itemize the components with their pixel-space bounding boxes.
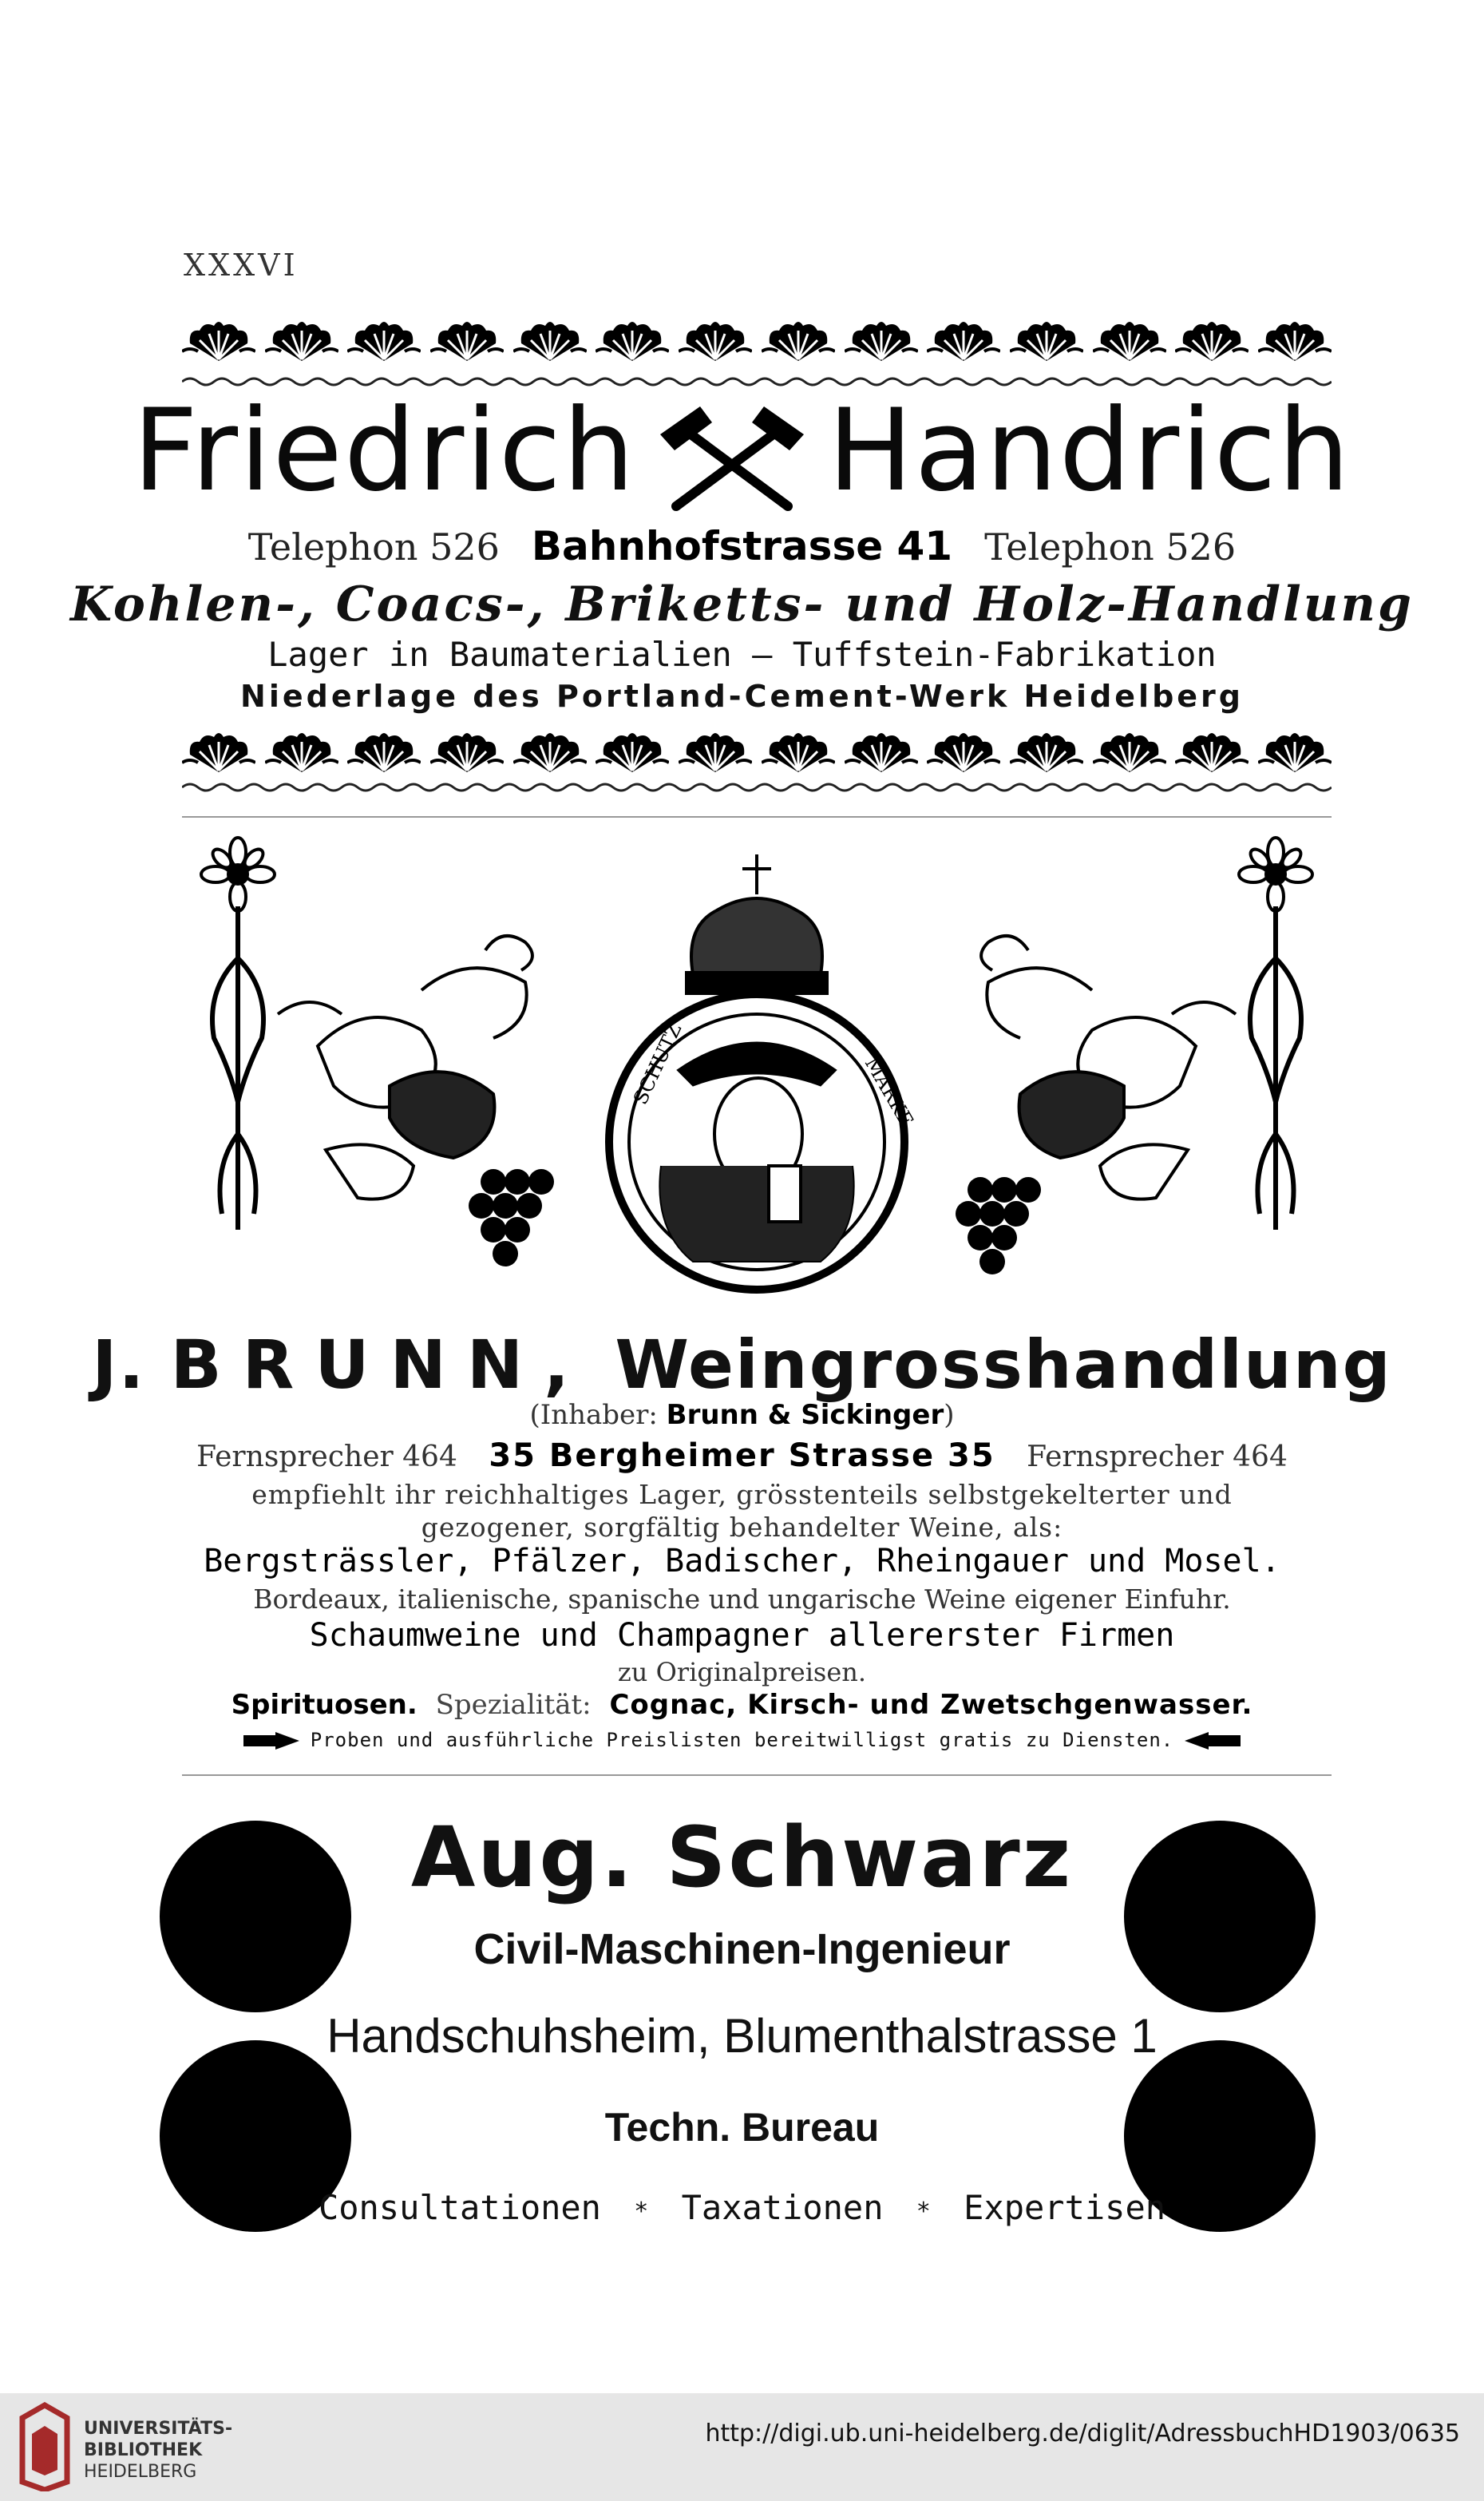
- owner-open: (Inhaber:: [529, 1399, 658, 1431]
- fan-ornament-icon: [1175, 731, 1249, 779]
- schwarz-address: Handschuhsheim, Blumenthalstrasse 1: [326, 2009, 1158, 2063]
- service-separator: *: [634, 2198, 649, 2226]
- brunn-prices: zu Originalpreisen.: [617, 1657, 867, 1687]
- handrich-tel-right: Telephon 526: [984, 525, 1237, 569]
- schwarz-bureau: Techn. Bureau: [604, 2105, 880, 2150]
- flower-right: [1239, 838, 1312, 911]
- brunn-owner-line: [0, 1399, 1484, 1431]
- logo-line-1: UNIVERSITÄTS-: [84, 2419, 233, 2439]
- ornament-row-bottom: [182, 727, 1332, 783]
- brunn-contact-line: [0, 1437, 1484, 1474]
- fan-ornament-icon: [1258, 319, 1332, 367]
- ornament-row-top: [182, 315, 1332, 371]
- fan-ornament-icon: [1258, 731, 1332, 779]
- brunn-address: 35 Bergheimer Strasse 35: [489, 1437, 995, 1474]
- handrich-niederlage: Niederlage des Portland-Cement-Werk Heidelberg: [240, 679, 1244, 714]
- fan-ornament-icon: [347, 319, 421, 367]
- fan-ornament-icon: [762, 319, 835, 367]
- crown-icon: [687, 854, 827, 993]
- schwarz-title: Civil-Maschinen-Ingenieur: [473, 1925, 1011, 1973]
- library-logo-icon: [16, 2402, 73, 2491]
- fan-ornament-icon: [182, 731, 255, 779]
- flower-stalk-right: [1250, 906, 1301, 1230]
- vine-leaves-right: [981, 936, 1236, 1199]
- fan-ornament-icon: [265, 731, 338, 779]
- fan-ornament-icon: [347, 731, 421, 779]
- fan-ornament-icon: [430, 319, 504, 367]
- fan-ornament-icon: [927, 319, 1000, 367]
- wavy-rule-bottom: [182, 781, 1332, 794]
- medallion: [609, 994, 904, 1290]
- brunn-name-prefix: J.: [92, 1326, 146, 1404]
- service-separator: *: [916, 2198, 931, 2226]
- handrich-trade: Kohlen-, Coacs-, Briketts- und Holz-Handlung: [70, 577, 1414, 632]
- handrich-lager: Lager in Baumaterialien — Tuffstein-Fabrikation: [267, 635, 1217, 674]
- service-expertisen: Expertisen: [964, 2188, 1166, 2227]
- pointing-hand-left-icon: [1185, 1732, 1241, 1750]
- brunn-title: [0, 1326, 1484, 1404]
- logo-line-3: HEIDELBERG: [84, 2462, 197, 2482]
- fan-ornament-icon: [679, 731, 752, 779]
- vine-leaves-left: [278, 936, 532, 1199]
- brunn-name: BRUNN,: [170, 1326, 591, 1404]
- fan-ornament-icon: [845, 731, 918, 779]
- fan-ornament-icon: [430, 731, 504, 779]
- fan-ornament-icon: [845, 319, 918, 367]
- specialty-text: Cognac, Kirsch- und Zwetschgenwasser.: [609, 1689, 1253, 1721]
- library-logo-text: [84, 2418, 232, 2483]
- fan-ornament-icon: [1093, 319, 1166, 367]
- fan-ornament-icon: [1093, 731, 1166, 779]
- fan-ornament-icon: [182, 319, 255, 367]
- schwarz-name: Aug. Schwarz: [410, 1809, 1074, 1906]
- fan-ornament-icon: [265, 319, 338, 367]
- stamp-right-text: MARKE.: [860, 1053, 921, 1136]
- fan-ornament-icon: [596, 731, 669, 779]
- brunn-line-2: gezogener, sorgfältig behandelter Weine, als:: [421, 1512, 1063, 1543]
- flower-stalk-left: [212, 906, 263, 1230]
- fan-ornament-icon: [1010, 319, 1083, 367]
- fan-ornament-icon: [513, 731, 587, 779]
- fan-ornament-icon: [679, 319, 752, 367]
- brunn-phone-left: Fernsprecher 464: [196, 1441, 457, 1473]
- handrich-last-name: Handrich: [827, 385, 1351, 517]
- section-divider-2: [182, 1774, 1332, 1776]
- logo-line-2: BIBLIOTHEK: [84, 2440, 203, 2460]
- brunn-line-1: empfiehlt ihr reichhaltiges Lager, grösstenteils selbstgekelterter und: [251, 1479, 1233, 1510]
- brunn-sparkling: Schaumweine und Champagner allererster Firmen: [309, 1617, 1175, 1654]
- grape-cluster-right: [956, 1177, 1041, 1274]
- brunn-foreign: Bordeaux, italienische, spanische und ungarische Weine eigener Einfuhr.: [253, 1583, 1231, 1615]
- fan-ornament-icon: [513, 319, 587, 367]
- brunn-hint-line: [0, 1729, 1484, 1751]
- owner-names: Brunn & Sickinger: [666, 1399, 944, 1431]
- fan-ornament-icon: [1175, 319, 1249, 367]
- service-taxationen: Taxationen: [681, 2188, 884, 2227]
- owner-close: ): [944, 1399, 955, 1431]
- handrich-tel-left: Telephon 526: [247, 525, 500, 569]
- handrich-address: Bahnhofstrasse 41: [531, 523, 953, 569]
- fan-ornament-icon: [596, 319, 669, 367]
- service-consultationen: Consultationen: [318, 2188, 601, 2227]
- spirits-label: Spirituosen.: [231, 1689, 417, 1721]
- flower-left: [201, 838, 275, 911]
- brunn-phone-right: Fernsprecher 464: [1027, 1441, 1288, 1473]
- brunn-spirits-line: [0, 1689, 1484, 1721]
- handrich-heading: [0, 385, 1484, 517]
- brunn-hint: Proben und ausführliche Preislisten bereitwilligst gratis zu Diensten.: [310, 1729, 1174, 1751]
- handrich-first-name: Friedrich: [133, 385, 636, 517]
- stamp-left-text: SCHUTZ: [629, 1020, 687, 1108]
- specialty-label: Spezialität:: [435, 1689, 592, 1721]
- section-divider: [182, 816, 1332, 818]
- source-url-link[interactable]: http://digi.ub.uni-heidelberg.de/diglit/AdressbuchHD1903/0635: [705, 2420, 1460, 2447]
- schwarz-services: [0, 2188, 1484, 2227]
- crossed-hammers-icon: [652, 402, 812, 514]
- brunn-illustration: [182, 830, 1332, 1310]
- brunn-business: Weingrosshandlung: [615, 1326, 1392, 1404]
- fan-ornament-icon: [762, 731, 835, 779]
- fan-ornament-icon: [1010, 731, 1083, 779]
- page-number: XXXVI: [184, 248, 299, 283]
- fan-ornament-icon: [927, 731, 1000, 779]
- brunn-regions: Bergsträssler, Pfälzer, Badischer, Rheingauer und Mosel.: [204, 1543, 1280, 1579]
- handrich-contact-line: [0, 523, 1484, 569]
- grape-cluster-left: [469, 1169, 554, 1266]
- pointing-hand-right-icon: [243, 1732, 299, 1750]
